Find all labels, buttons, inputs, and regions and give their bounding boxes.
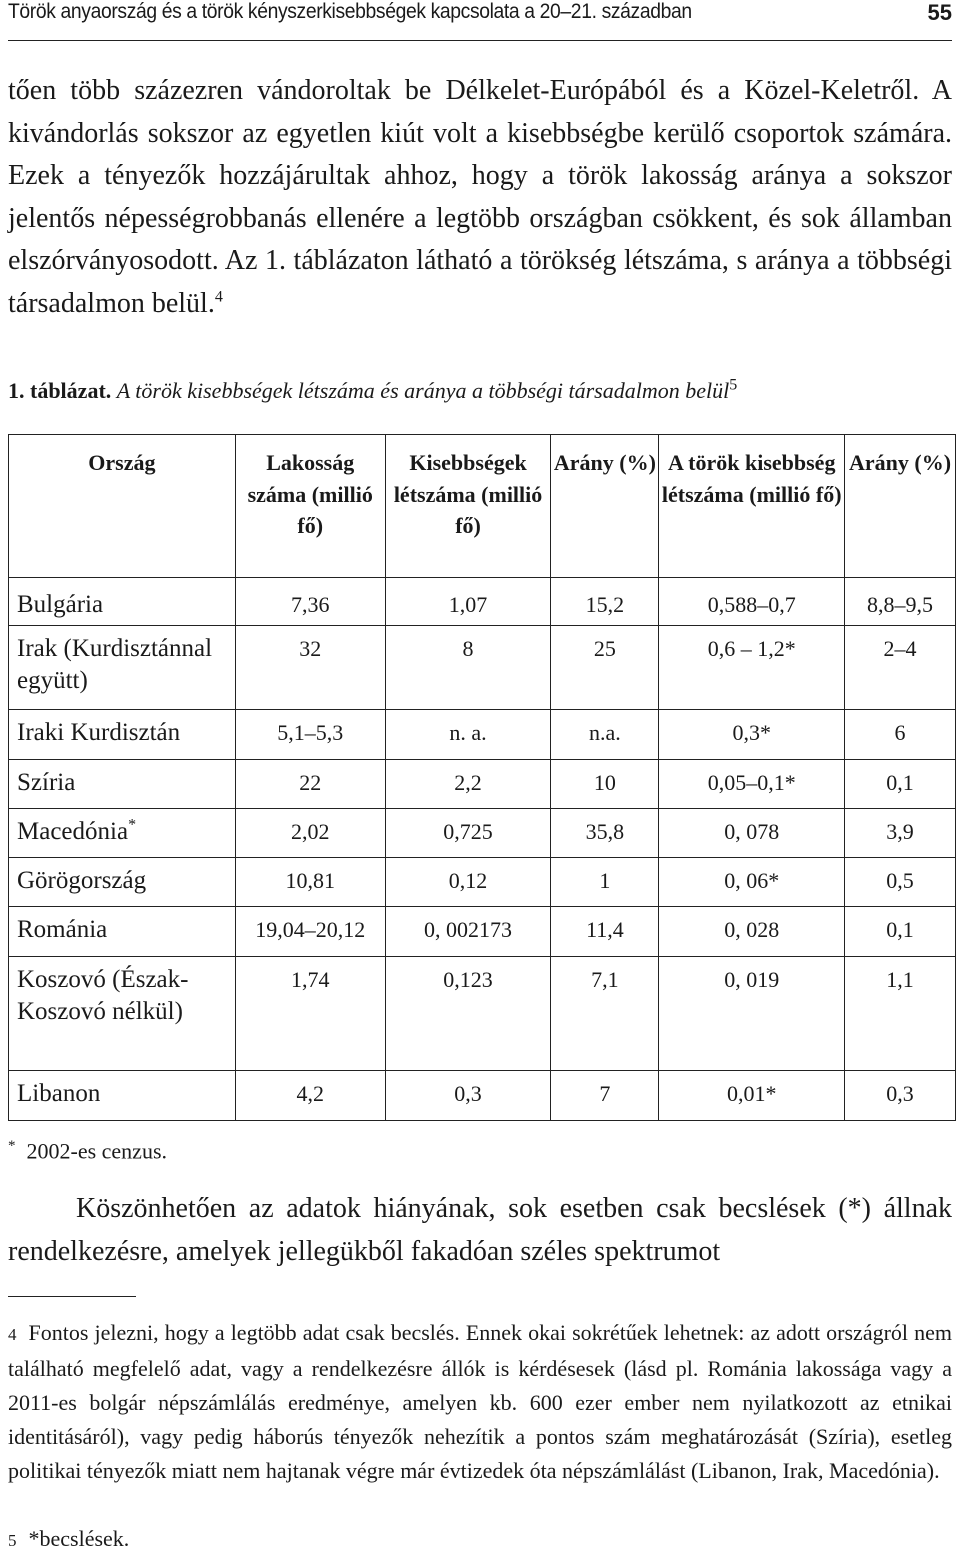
table-row [9, 957, 956, 1071]
minorities-cell: 0,12 [385, 858, 551, 907]
table-row [9, 760, 956, 809]
country-name: Bulgária [17, 591, 104, 618]
footnote-number: 5 [8, 1531, 17, 1550]
turkish-ratio-cell: 1,1 [845, 957, 956, 1071]
data-table [8, 434, 956, 1121]
turkish-cell: 0, 078 [659, 809, 845, 858]
population-cell: 32 [235, 626, 385, 710]
turkish-ratio-cell: 0,1 [845, 760, 956, 809]
ratio-cell: 25 [551, 626, 659, 710]
table-row [9, 578, 956, 626]
column-header: Lakosság száma (millió fő) [235, 435, 385, 578]
table-row [9, 626, 956, 710]
country-name: Szíria [17, 769, 76, 796]
ratio-cell: 1 [551, 858, 659, 907]
population-cell: 4,2 [235, 1071, 385, 1121]
country-name: Görögország [17, 867, 147, 894]
column-header: Arány (%) [551, 435, 659, 578]
table-header-row [9, 435, 956, 578]
turkish-cell: 0,3* [659, 710, 845, 760]
table-row [9, 809, 956, 858]
population-cell: 7,36 [235, 578, 385, 626]
country-cell [9, 626, 236, 710]
minorities-cell: 8 [385, 626, 551, 710]
turkish-ratio-cell: 0,1 [845, 907, 956, 957]
column-header: Arány (%) [845, 435, 956, 578]
ratio-cell: 15,2 [551, 578, 659, 626]
turkish-cell: 0,01* [659, 1071, 845, 1121]
minorities-cell: 0,725 [385, 809, 551, 858]
country-note-mark: * [128, 816, 137, 834]
country-cell [9, 1071, 236, 1121]
minorities-cell: 0,3 [385, 1071, 551, 1121]
country-name: Libanon [17, 1080, 101, 1107]
country-name: Macedónia [17, 818, 129, 845]
country-cell [9, 710, 236, 760]
table-row [9, 710, 956, 760]
country-cell [9, 578, 236, 626]
ratio-cell: 10 [551, 760, 659, 809]
turkish-ratio-cell: 2–4 [845, 626, 956, 710]
minorities-cell: 0, 002173 [385, 907, 551, 957]
ratio-cell: 7,1 [551, 957, 659, 1071]
turkish-cell: 0, 06* [659, 858, 845, 907]
country-name: Iraki Kurdisztán [17, 719, 181, 746]
table-note [8, 1138, 167, 1164]
table-caption-text: A török kisebbségek létszáma és aránya a többségi társadalmon belül [116, 378, 730, 403]
footnote-divider [8, 1296, 136, 1297]
table-row [9, 858, 956, 907]
running-title: Török anyaország és a török kényszerkisebbségek kapcsolata a 20–21. században [8, 0, 692, 23]
ratio-cell: 11,4 [551, 907, 659, 957]
turkish-cell: 0, 028 [659, 907, 845, 957]
country-cell [9, 907, 236, 957]
country-cell [9, 858, 236, 907]
turkish-ratio-cell: 8,8–9,5 [845, 578, 956, 626]
population-cell: 1,74 [235, 957, 385, 1071]
ratio-cell: 7 [551, 1071, 659, 1121]
minorities-cell: 1,07 [385, 578, 551, 626]
table-caption [8, 378, 737, 404]
turkish-ratio-cell: 0,5 [845, 858, 956, 907]
table-row [9, 907, 956, 957]
table-note-text: 2002-es cenzus. [26, 1138, 168, 1164]
paragraph-text: tően több százezren vándoroltak be Délkelet-Európából és a Közel-Keletről. A kivándorlás sokszor az egyetlen kiút volt a kisebbségbe kerülő csoportok számára. Ezek a tényezők hozzájárultak ahhoz, hogy a török lakosság aránya a sokszor jelentős népességrobbanás ellenére a legtöbb országban csökkent, és sok államban elszórványosodott. Az 1. táblázaton látható a törökség létszáma, s aránya a többségi társadalmon belül. [8, 75, 952, 319]
country-name: Irak (Kurdisztánnal együtt) [17, 635, 213, 694]
page-number: 55 [927, 0, 952, 25]
footnote-number: 4 [8, 1325, 17, 1344]
turkish-ratio-cell: 0,3 [845, 1071, 956, 1121]
body-paragraph [8, 70, 952, 325]
footnote-ref-5: 5 [729, 376, 738, 394]
turkish-ratio-cell: 3,9 [845, 809, 956, 858]
population-cell: 5,1–5,3 [235, 710, 385, 760]
footnote [8, 1522, 952, 1558]
turkish-cell: 0,05–0,1* [659, 760, 845, 809]
footnote [8, 1316, 952, 1488]
ratio-cell: n.a. [551, 710, 659, 760]
population-cell: 22 [235, 760, 385, 809]
column-header: Kisebbségek létszáma (millió fő) [385, 435, 551, 578]
country-cell [9, 809, 236, 858]
turkish-cell: 0,6 – 1,2* [659, 626, 845, 710]
country-cell [9, 760, 236, 809]
body-paragraph: Köszönhetően az adatok hiányának, sok esetben csak becslések (*) állnak rendelkezésre, amelyek jellegükből fakadóan széles spektrumot [8, 1193, 952, 1267]
minorities-cell: 0,123 [385, 957, 551, 1071]
column-header: Ország [9, 435, 236, 578]
minorities-cell: 2,2 [385, 760, 551, 809]
table-note-mark: * [8, 1138, 16, 1154]
turkish-cell: 0, 019 [659, 957, 845, 1071]
minorities-cell: n. a. [385, 710, 551, 760]
country-cell [9, 957, 236, 1071]
footnote-text: *becslések. [28, 1526, 130, 1551]
footnote-text: Fontos jelezni, hogy a legtöbb adat csak becslés. Ennek okai sokrétűek lehetnek: az adott országról nem található megfelelő adat, vagy a rendelkezésre állók is kérdésesek (lásd pl. Románia lakossága vagy a 2011-es bolgár népszámlálás eredménye, amelyen kb. 600 ezer ember nem nyilatkozott az etnikai identitásáról), vagy pedig háborús tényezők nehezítik a pontos szám meghatározását (Szíria), esetleg politikai tényezők miatt nem hajtanak végre már évtizedek óta népszámlálást (Libanon, Irak, Macedónia). [8, 1320, 952, 1483]
country-name: Koszovó (Észak-Koszovó nélkül) [17, 966, 189, 1025]
population-cell: 19,04–20,12 [235, 907, 385, 957]
table-row [9, 1071, 956, 1121]
turkish-cell: 0,588–0,7 [659, 578, 845, 626]
ratio-cell: 35,8 [551, 809, 659, 858]
turkish-ratio-cell: 6 [845, 710, 956, 760]
population-cell: 10,81 [235, 858, 385, 907]
population-cell: 2,02 [235, 809, 385, 858]
footnote-ref-4: 4 [214, 288, 223, 306]
running-header [8, 0, 952, 41]
column-header: A török kisebbség létszáma (millió fő) [659, 435, 845, 578]
table-caption-label: 1. táblázat. [8, 378, 112, 403]
country-name: Románia [17, 916, 108, 943]
